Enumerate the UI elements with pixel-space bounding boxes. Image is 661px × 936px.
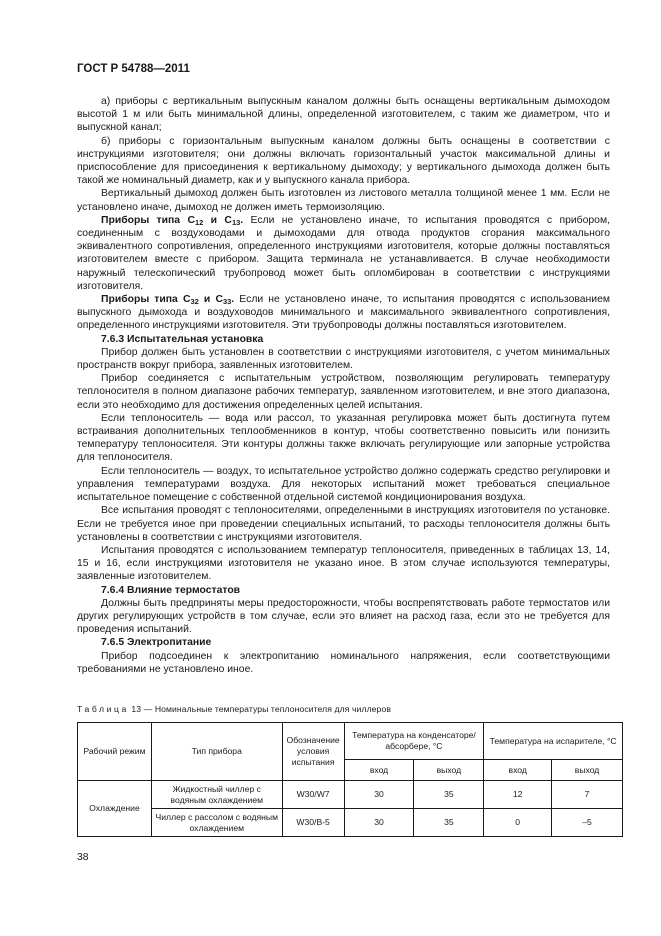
- cell-mode: Охлаждение: [78, 781, 152, 837]
- section-heading-7-6-5: 7.6.5 Электропитание: [101, 637, 212, 649]
- cell-evap-out: –5: [552, 809, 623, 837]
- cell-cond-out: 35: [414, 809, 484, 837]
- header-cond-outlet: выход: [414, 760, 484, 781]
- cell-type: Жидкостный чиллер с водяным охлаждением: [151, 781, 282, 809]
- paragraph-flue: Вертикальный дымоход должен быть изготовлен из листового металла толщиной менее 1 мм. Если не установлено иначе, дымоход не должен иметь термоизоляцию.: [77, 188, 610, 213]
- document-body: [77, 95, 610, 676]
- paragraph-air: Если теплоноситель — воздух, то испытательное устройство должно содержать средство регулировки и управления температурами воздуха. Для некоторых испытаний может требоваться специальное испытательное помещение с собственной отдельной системой кондиционирования воздуха.: [77, 465, 610, 504]
- cell-designation: W30/W7: [282, 781, 344, 809]
- table-row: [78, 781, 623, 809]
- cell-evap-out: 7: [552, 781, 623, 809]
- table-caption: Таблица 13 — Номинальные температуры теплоносителя для чиллеров: [77, 704, 391, 714]
- c32-c33-heading: Приборы типа $С_{32}$ и $С_{33}$.: [101, 294, 235, 307]
- header-designation: Обозначение условия испытания: [282, 723, 344, 781]
- section-heading-7-6-4: 7.6.4 Влияние термостатов: [101, 584, 241, 596]
- paragraph-temperatures: Испытания проводятся с использованием температур теплоносителя, приведенных в таблицах 13, 14, 15 и 16, если инструкциями изготовителя не указано иное. В этом случае используются температуры, заявленные изготовителем.: [77, 544, 610, 583]
- header-evap-outlet: выход: [552, 760, 623, 781]
- paragraph-c12-c13: Приборы типа $С_{12}$ и $С_{13}$. Если не установлено иначе, то испытания проводятся с прибором, соединенным с воздуховодами и дымоходами для отвода продуктов сгорания максимального эквивалентного сопротивления, определенного инструкциями изготовителя, которые должны поставляться изготовителем вместе с прибором. Защита терминала не устанавливается. В случае необходимости наружный телескопический трубопровод может быть опломбирован в соответствии с инструкциями изготовителя.: [77, 214, 610, 292]
- header-evaporator-temp: Температура на испарителе, °С: [484, 723, 623, 760]
- cell-evap-in: 12: [484, 781, 552, 809]
- header-type: Тип прибора: [151, 723, 282, 781]
- header-condenser-temp: Температура на конденсаторе/абсорбере, °С: [344, 723, 484, 760]
- cell-type: Чиллер с рассолом с водяным охлаждением: [151, 809, 282, 837]
- paragraph-test-device: Прибор соединяется с испытательным устройством, позволяющим регулировать температуру теплоносителя в полном диапазоне рабочих температур, заявленном изготовителем, и вне этого диапазона, если это необходимо для достижения определенных целей испытания.: [77, 373, 610, 411]
- paragraph-install: Прибор должен быть установлен в соответствии с инструкциями изготовителя, с учетом минимальных пространств вокруг прибора, заявленных изготовителем.: [77, 346, 610, 372]
- paragraph-a: а) приборы с вертикальным выпускным каналом должны быть оснащены вертикальным дымоходом высотой 1 м или быть минимальной длины, определенной изготовителем, с таким же диаметром, что и выпускной канал;: [77, 96, 610, 134]
- paragraph-heat-carriers: Все испытания проводят с теплоносителями, определенными в инструкциях изготовителя по установке. Если не требуется иное при проведении специальных испытаний, то расходы теплоносителя должны быть установлены в соответствии с инструкциями изготовителя.: [77, 505, 610, 543]
- header-evap-inlet: вход: [484, 760, 552, 781]
- paragraph-b: б) приборы с горизонтальным выпускным каналом должны быть оснащены в соответствии с инструкциями изготовителя; они должны включать горизонтальный участок максимальной длины и приспособление для присоединения к вертикальному дымоходу; у вертикального дымохода должен быть такой же номинальный диаметр, как и у выпускного канала прибора.: [77, 135, 610, 187]
- cell-cond-in: 30: [344, 809, 414, 837]
- paragraph-thermostats: Должны быть предприняты меры предосторожности, чтобы воспрепятствовать работе термостатов или других регулирующих устройств в том случае, если это влияет на расход газа, если это не требуется для проведения испытаний.: [77, 597, 610, 636]
- page-number: 38: [77, 852, 89, 863]
- paragraph-c32-c33: Приборы типа $С_{32}$ и $С_{33}$. Если не установлено иначе, то испытания проводятся с использованием выпускного дымохода и воздуховодов минимального и максимального эквивалентного сопротивления, определенного инструкциями изготовителя. Эти трубопроводы должны поставляться изготовителем.: [77, 294, 611, 332]
- c12-c13-heading: Приборы типа $С_{12}$ и $С_{13}$.: [101, 214, 244, 227]
- cell-designation: W30/B-5: [282, 809, 344, 837]
- cell-cond-in: 30: [344, 781, 414, 809]
- table-row: [78, 809, 623, 837]
- paragraph-power: Прибор подсоединен к электропитанию номинального напряжения, если соответствующими требованиями не установлено иное.: [77, 650, 610, 675]
- header-mode: Рабочий режим: [78, 723, 152, 781]
- chiller-temperature-table: [77, 722, 623, 837]
- cell-cond-out: 35: [414, 781, 484, 809]
- paragraph-water: Если теплоноситель — вода или рассол, то указанная регулировка может быть достигнута путем встраивания дополнительных теплообменников в контур, чтобы соответственно повысить или понизить температуру теплоносителя. Эти контуры должны также включать регулирующие или запорные устройства для теплоносителя.: [77, 412, 610, 464]
- document-header: ГОСТ Р 54788—2011: [77, 63, 190, 75]
- section-heading-7-6-3: 7.6.3 Испытательная установка: [101, 333, 264, 345]
- header-cond-inlet: вход: [344, 760, 414, 781]
- cell-evap-in: 0: [484, 809, 552, 837]
